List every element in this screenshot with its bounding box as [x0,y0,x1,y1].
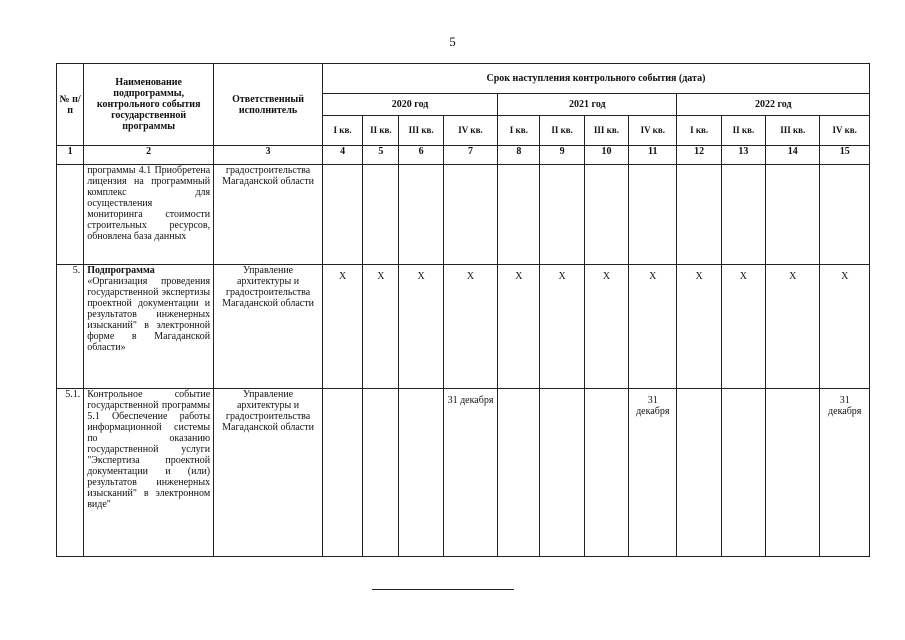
quarter-cell [629,165,677,265]
column-number: 13 [721,146,765,165]
header-year-2022: 2022 год [677,94,870,116]
header-deadline: Срок наступления контрольного события (дата) [322,64,869,94]
column-numbers-row [57,146,870,165]
row-number: 5. [57,265,84,389]
footer-divider [372,589,514,590]
quarter-cell [766,389,820,557]
header-quarter: III кв. [584,116,628,146]
column-number: 3 [214,146,323,165]
quarter-cell [363,389,399,557]
quarter-cell [584,165,628,265]
column-number: 5 [363,146,399,165]
column-number: 8 [498,146,540,165]
quarter-cell [584,389,628,557]
row-name-text: программы 4.1 Приобретена лицензия на программный комплекс для осуществления мониторинга стоимости строительных ресурсов, обновлена база данных [87,165,211,242]
column-number: 4 [322,146,362,165]
quarter-cell [766,165,820,265]
quarter-cell [322,389,362,557]
table-row [57,389,870,557]
column-number: 12 [677,146,721,165]
quarter-cell: X [399,265,443,389]
column-number: 2 [84,146,214,165]
row-name [84,265,214,389]
quarter-cell: X [766,265,820,389]
quarter-cell [399,165,443,265]
row-name [84,165,214,265]
row-name-text: Контрольное событие государственной программы 5.1 Обеспечение работы информационной системы по оказанию государственной услуги "Экспертиза проектной документации и (или) результатов инженерных изысканий" в электронном виде" [87,389,211,510]
quarter-cell [540,389,584,557]
column-number: 1 [57,146,84,165]
column-number: 11 [629,146,677,165]
row-name-heading: Подпрограмма [87,265,155,276]
row-responsible: Управление архитектуры и градостроительства Магаданской области [214,265,323,389]
header-quarter: IV кв. [820,116,870,146]
header-quarter: II кв. [540,116,584,146]
quarter-cell [540,165,584,265]
quarter-cell [399,389,443,557]
header-responsible: Ответственный исполнитель [214,64,323,146]
row-number [57,165,84,265]
page-number: 5 [449,34,456,49]
quarter-cell [363,165,399,265]
column-number: 9 [540,146,584,165]
control-events-table [56,63,870,557]
header-quarter: IV кв. [629,116,677,146]
quarter-cell [498,165,540,265]
quarter-cell: 31 декабря [820,389,870,557]
row-responsible: Управление архитектуры и градостроительства Магаданской области [214,389,323,557]
quarter-cell [677,389,721,557]
quarter-cell: 31 декабря [443,389,497,557]
row-responsible: градостроительства Магаданской области [214,165,323,265]
quarter-cell: X [540,265,584,389]
column-number: 10 [584,146,628,165]
quarter-cell [498,389,540,557]
quarter-cell: 31 декабря [629,389,677,557]
column-number: 7 [443,146,497,165]
row-name-text: «Организация проведения государственной экспертизы проектной документации и результатов инженерных изысканий" в электронной форме в Магаданской области» [87,276,211,353]
quarter-cell: X [677,265,721,389]
quarter-cell [443,165,497,265]
quarter-cell: X [721,265,765,389]
header-year-2020: 2020 год [322,94,497,116]
quarter-cell [322,165,362,265]
quarter-cell: X [322,265,362,389]
quarter-cell: X [629,265,677,389]
quarter-cell: X [443,265,497,389]
header-quarter: I кв. [498,116,540,146]
column-number: 14 [766,146,820,165]
quarter-cell: X [498,265,540,389]
quarter-cell [721,165,765,265]
header-quarter: III кв. [399,116,443,146]
table-row [57,165,870,265]
header-quarter: II кв. [721,116,765,146]
header-no: № п/п [57,64,84,146]
header-name: Наименование подпрограммы, контрольного события государственной программы [84,64,214,146]
header-quarter: II кв. [363,116,399,146]
quarter-cell [721,389,765,557]
quarter-cell: X [584,265,628,389]
header-year-2021: 2021 год [498,94,677,116]
header-quarter: I кв. [322,116,362,146]
header-quarter: IV кв. [443,116,497,146]
quarter-cell [677,165,721,265]
quarter-cell: X [820,265,870,389]
row-number: 5.1. [57,389,84,557]
quarter-cell: X [363,265,399,389]
column-number: 6 [399,146,443,165]
column-number: 15 [820,146,870,165]
table-row [57,265,870,389]
quarter-cell [820,165,870,265]
header-quarter: III кв. [766,116,820,146]
row-name [84,389,214,557]
header-quarter: I кв. [677,116,721,146]
